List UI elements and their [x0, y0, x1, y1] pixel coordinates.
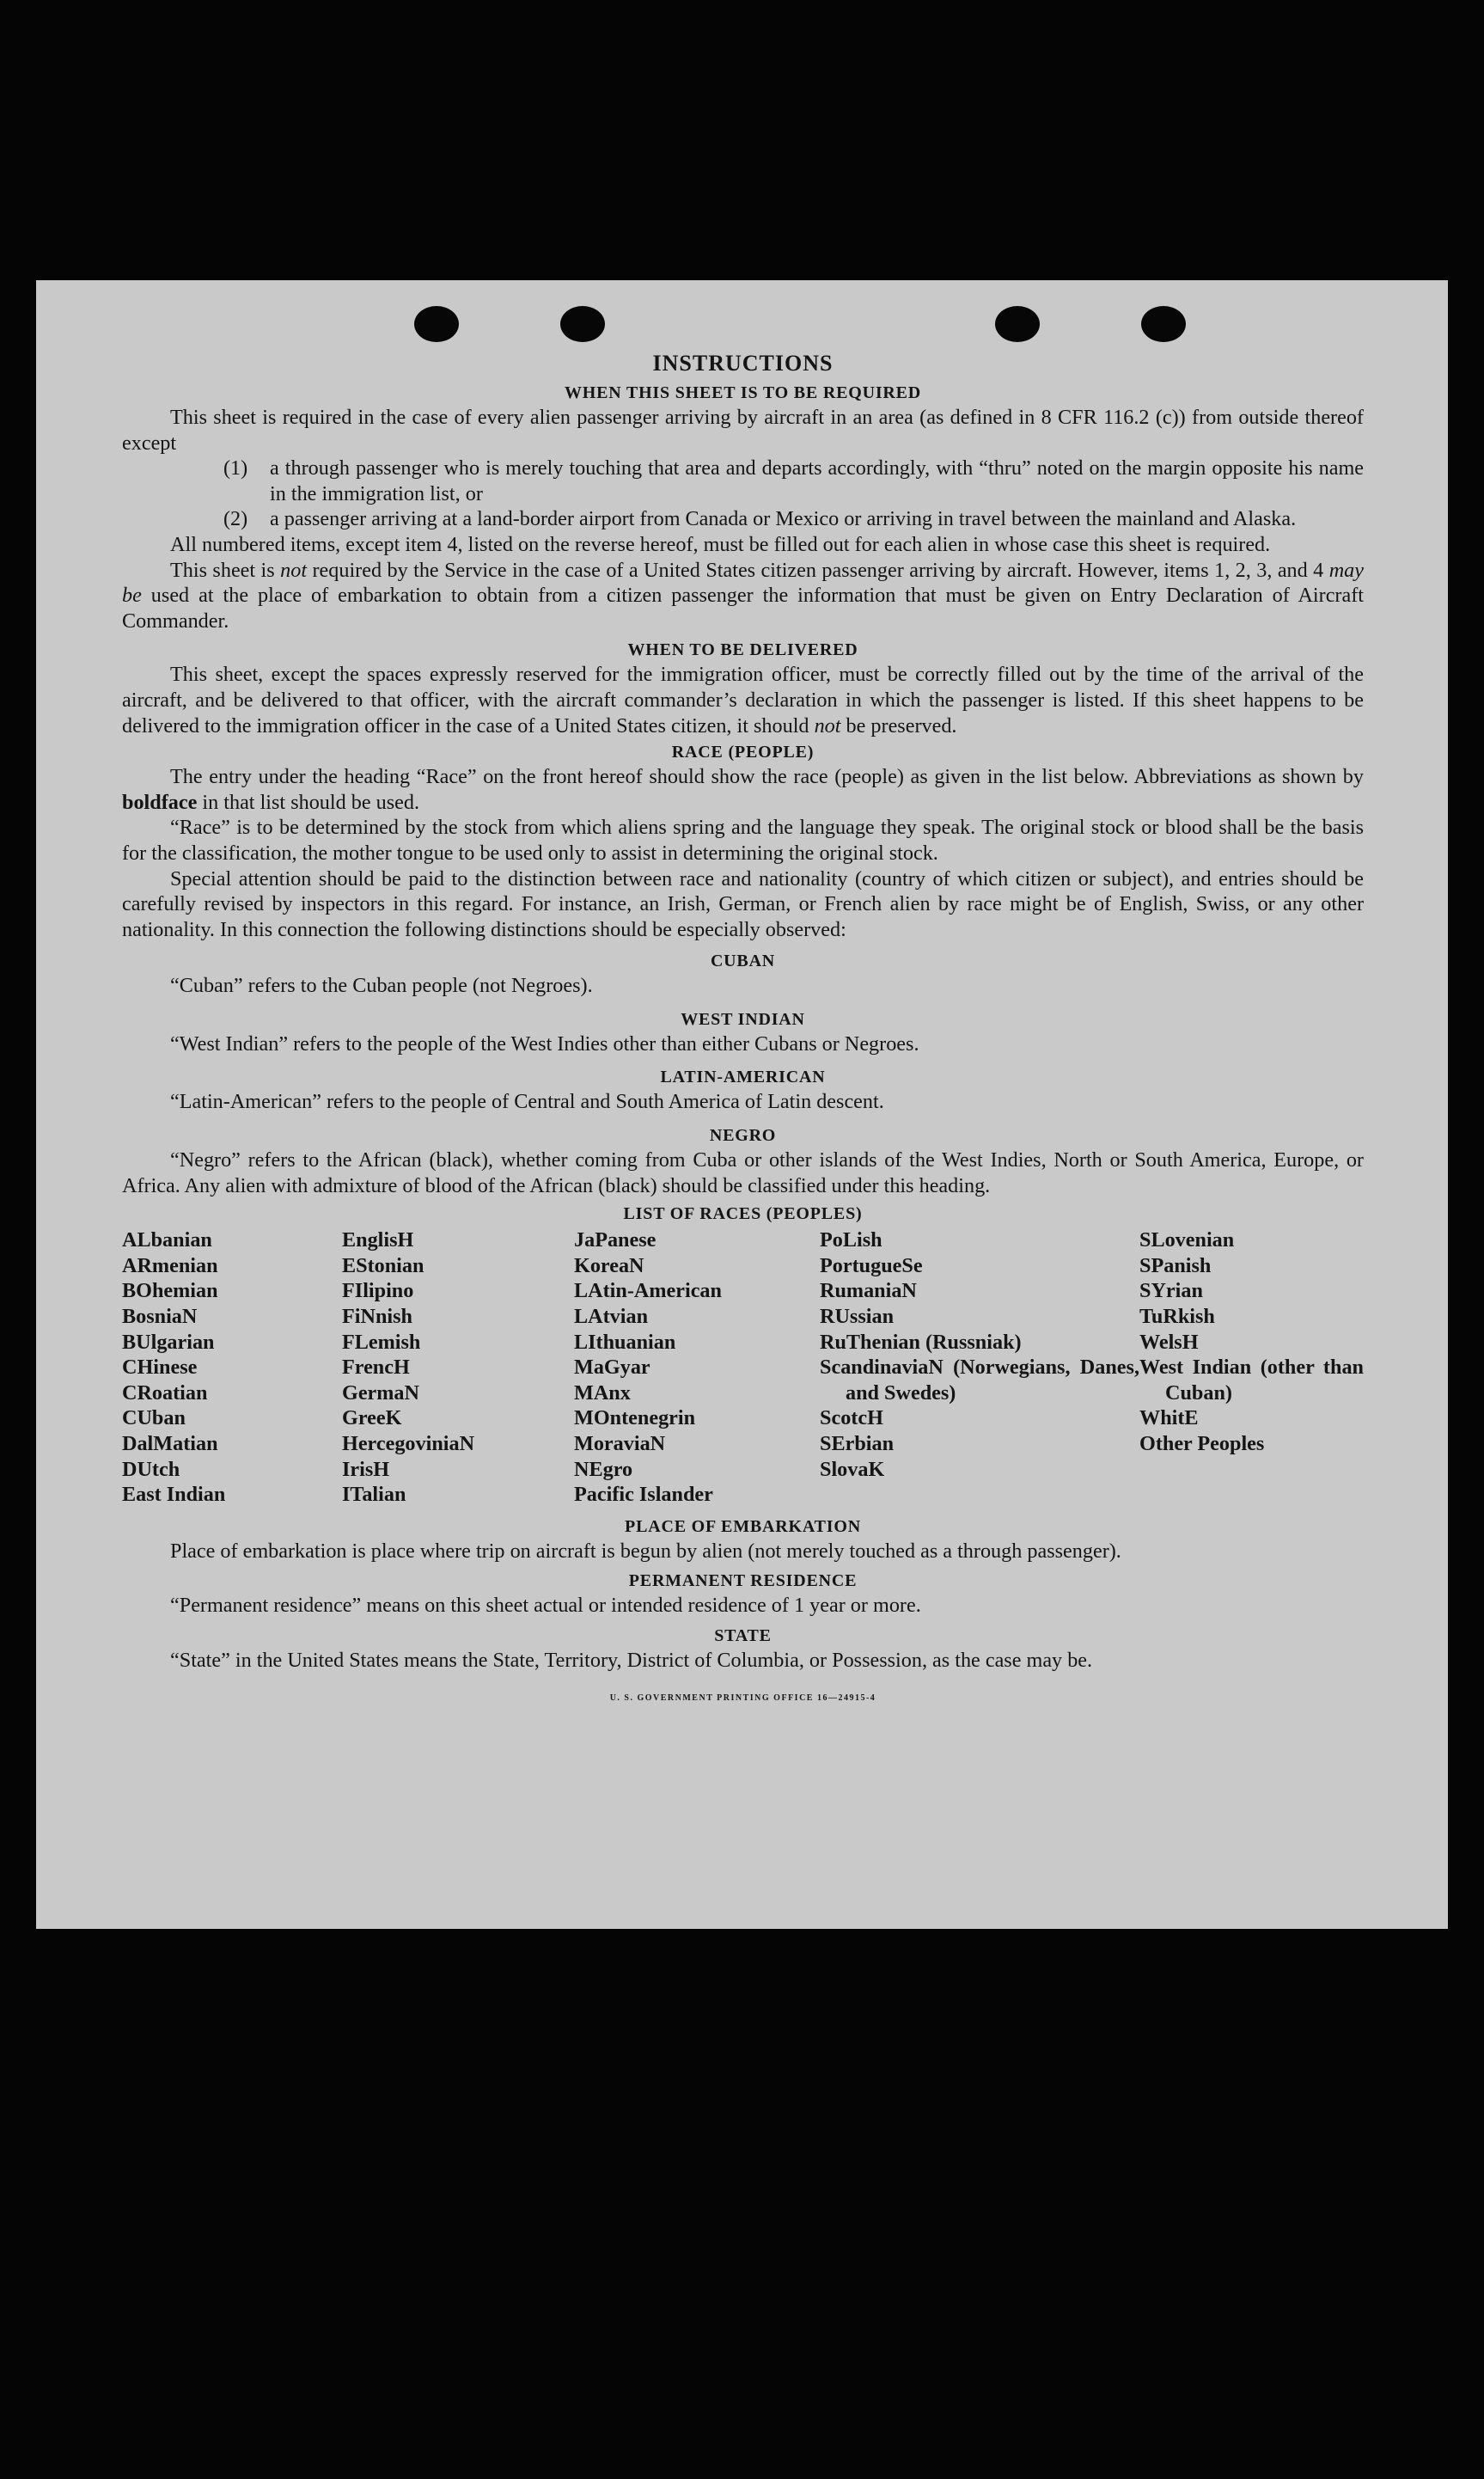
instruction-sheet	[36, 280, 1448, 1929]
page-title: INSTRUCTIONS	[652, 351, 834, 376]
race-column-4	[820, 1227, 1139, 1508]
heading-residence: PERMANENT RESIDENCE	[628, 1571, 858, 1591]
heading-embarkation: PLACE OF EMBARKATION	[625, 1516, 861, 1536]
race-entry: NEgro	[574, 1457, 633, 1481]
paragraph-state: “State” in the United States means the State, Territory, District of Columbia, or Possession, as the case may be.	[170, 1648, 1093, 1672]
race-entry: CHinese	[122, 1356, 198, 1380]
race-entry: EnglisH	[342, 1228, 414, 1252]
punch-hole-4	[1141, 306, 1186, 342]
race-entry: WelsH	[1139, 1330, 1199, 1354]
race-entry: TuRkish	[1139, 1305, 1215, 1329]
race-entry: KoreaN	[574, 1253, 644, 1277]
race-entry: CUban	[122, 1406, 186, 1430]
race-entry: SLovenian	[1139, 1228, 1235, 1252]
race-entry: West Indian (other than Cuban)	[1139, 1356, 1364, 1405]
race-entry: CRoatian	[122, 1380, 208, 1405]
race-entry: Pacific Islander	[574, 1483, 713, 1507]
race-entry: ScandinaviaN (Norwegians, Danes, and Swedes)	[820, 1356, 1139, 1405]
paragraph-required: This sheet is required in the case of every alien passenger arriving by aircraft in an area (as defined in 8 CFR 116.2 (c)) from outside thereof except	[122, 406, 1364, 455]
punch-hole-2	[560, 306, 605, 342]
heading-west-indian: WEST INDIAN	[681, 1009, 805, 1029]
race-entry: EStonian	[342, 1253, 424, 1277]
race-entry: DalMatian	[122, 1432, 218, 1455]
heading-list-of-races: LIST OF RACES (PEOPLES)	[623, 1204, 863, 1224]
race-entry: MaGyar	[574, 1356, 650, 1380]
race-entry: East Indian	[122, 1483, 226, 1507]
exception-item-2	[122, 506, 1364, 532]
race-entry: MoraviaN	[574, 1432, 666, 1455]
race-entry: PortugueSe	[820, 1253, 923, 1277]
race-entry: RumaniaN	[820, 1279, 917, 1303]
race-entry: RuThenian (Russniak)	[820, 1330, 1022, 1354]
race-column-2	[342, 1227, 574, 1508]
heading-when-delivered: WHEN TO BE DELIVERED	[627, 640, 858, 660]
punch-hole-1	[414, 306, 459, 342]
paragraph-race-stock: “Race” is to be determined by the stock from which aliens spring and the language they speak. The original stock or blood shall be the basis for the classification, the mother tongue to be used only to assist in determining the original stock.	[122, 816, 1364, 865]
paragraph-race-entry: The entry under the heading “Race” on the front hereof should show the race (people) as given in the list below. Abbreviations as shown by boldface in that list should be used.	[122, 765, 1364, 814]
race-entry: LAtvian	[574, 1305, 649, 1329]
race-entry: BUlgarian	[122, 1330, 215, 1354]
paragraph-delivered: This sheet, except the spaces expressly reserved for the immigration officer, must be correctly filled out by the time of the arrival of the aircraft, and be delivered to that officer, with the aircraft commander’s declaration in which the passenger is listed. If this sheet happens to be delivered to the immigration officer in the case of a United States citizen, it should not be preserved.	[122, 663, 1364, 738]
paragraph-citizen: This sheet is not required by the Service in the case of a United States citizen passenger arriving by aircraft. However, items 1, 2, 3, and 4 may be used at the place of embarkation to obtain from a citizen passenger the information that must be given on Entry Declaration of Aircraft Commander.	[122, 558, 1364, 633]
paragraph-race-nationality: Special attention should be paid to the distinction between race and nationality (country of which citizen or subject), and entries should be carefully revised by inspectors in this regard. For instance, an Irish, German, or French alien by race might be of English, Swiss, or any other nationality. In this connection the following distinctions should be especially observed:	[122, 866, 1364, 941]
race-entry: BOhemian	[122, 1279, 218, 1303]
race-entry: HercegoviniaN	[342, 1432, 475, 1455]
race-entry: LAtin-American	[574, 1279, 722, 1303]
paragraph-cuban: “Cuban” refers to the Cuban people (not Negroes).	[170, 974, 593, 998]
race-column-1	[122, 1227, 342, 1508]
race-entry: FrencH	[342, 1356, 410, 1380]
race-entry: GermaN	[342, 1380, 419, 1405]
race-entry: ARmenian	[122, 1253, 218, 1277]
race-entry: MAnx	[574, 1380, 631, 1405]
exception-item-1	[122, 456, 1364, 506]
item-number: (1)	[223, 456, 248, 480]
heading-latin-american: LATIN-AMERICAN	[660, 1068, 826, 1087]
race-entry: SYrian	[1139, 1279, 1203, 1303]
race-entry: JaPanese	[574, 1228, 657, 1252]
paragraph-negro: “Negro” refers to the African (black), whether coming from Cuba or other islands of the West Indies, North or South America, Europe, or Africa. Any alien with admixture of blood of the African (black) should be classified under this heading.	[122, 1148, 1364, 1197]
race-entry: SErbian	[820, 1432, 895, 1455]
paragraph-embarkation: Place of embarkation is place where trip on aircraft is begun by alien (not merely touched as a through passenger).	[170, 1539, 1121, 1563]
heading-state: STATE	[714, 1625, 772, 1645]
race-list	[122, 1227, 1364, 1508]
race-entry: WhitE	[1139, 1406, 1199, 1430]
race-entry: FIlipino	[342, 1279, 414, 1303]
paragraph-numbered-items: All numbered items, except item 4, listed on the reverse hereof, must be filled out for each alien in whose case this sheet is required.	[170, 532, 1271, 556]
race-entry: SlovaK	[820, 1457, 885, 1481]
paragraph-west-indian: “West Indian” refers to the people of the West Indies other than either Cubans or Negroes.	[170, 1031, 919, 1056]
race-entry: FLemish	[342, 1330, 421, 1354]
race-column-3	[574, 1227, 820, 1508]
paragraph-residence: “Permanent residence” means on this sheet actual or intended residence of 1 year or more.	[170, 1594, 921, 1618]
race-entry: GreeK	[342, 1406, 402, 1430]
heading-when-required: WHEN THIS SHEET IS TO BE REQUIRED	[564, 383, 922, 402]
race-entry: FiNnish	[342, 1305, 412, 1329]
instructions-content	[122, 351, 1364, 1711]
heading-cuban: CUBAN	[710, 952, 776, 971]
race-entry: MOntenegrin	[574, 1406, 696, 1430]
race-entry: BosniaN	[122, 1305, 198, 1329]
item-text: a through passenger who is merely touching that area and departs accordingly, with “thru” noted on the margin opposite his name in the immigration list, or	[270, 456, 1364, 505]
race-entry: Other Peoples	[1139, 1432, 1265, 1455]
race-entry: LIthuanian	[574, 1330, 676, 1354]
punch-hole-3	[995, 306, 1040, 342]
race-entry: IrisH	[342, 1457, 390, 1481]
race-entry: RUssian	[820, 1305, 895, 1329]
race-column-5	[1139, 1227, 1364, 1508]
race-entry: ITalian	[342, 1483, 406, 1507]
race-entry: ALbanian	[122, 1228, 212, 1252]
paragraph-latin-american: “Latin-American” refers to the people of Central and South America of Latin descent.	[170, 1090, 884, 1114]
printer-imprint: U. S. GOVERNMENT PRINTING OFFICE 16—24915-4	[609, 1692, 876, 1703]
item-number: (2)	[223, 507, 248, 531]
race-entry: DUtch	[122, 1457, 180, 1481]
race-entry: ScotcH	[820, 1406, 883, 1430]
race-entry: PoLish	[820, 1228, 882, 1252]
race-entry: SPanish	[1139, 1253, 1212, 1277]
item-text: a passenger arriving at a land-border airport from Canada or Mexico or arriving in travel between the mainland and Alaska.	[270, 507, 1297, 531]
heading-negro: NEGRO	[709, 1126, 777, 1146]
heading-race: RACE (PEOPLE)	[671, 743, 815, 762]
